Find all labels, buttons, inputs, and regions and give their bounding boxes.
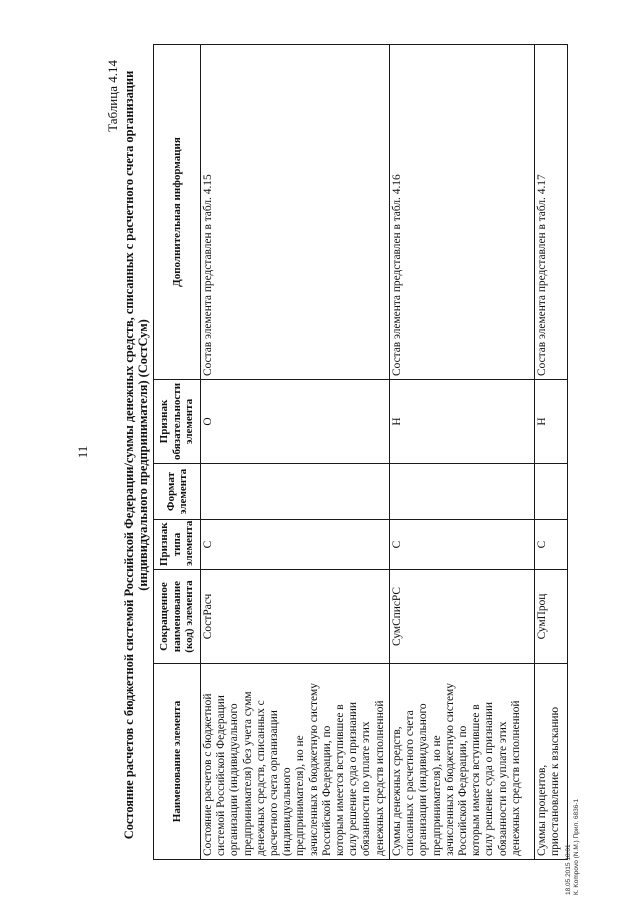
cell-element-name: Суммы денежных средств, списанных с расчетного счета организации (индивидуального предпринимателя), но не зачисленных в бюджетную систему Российской Федерации, по которым имеется вступившее в силу решение суда о признании обязанности по уплате этих денежных средств исполненной	[390, 664, 535, 860]
cell-element-type: С	[390, 520, 535, 570]
cell-element-format	[535, 464, 568, 520]
cell-element-code: СумПроц	[535, 570, 568, 664]
table-label: Таблица 4.14	[105, 60, 120, 132]
page-number: 11	[75, 445, 90, 459]
cell-element-code: СумСписРС	[390, 570, 535, 664]
header-element-required: Признак обязательности элемента	[154, 380, 201, 464]
header-element-type: Признак типа элемента	[154, 520, 201, 570]
header-element-code: Сокращенное наименование (код) элемента	[154, 570, 201, 664]
cell-element-required: Н	[390, 380, 535, 464]
elements-table	[153, 44, 568, 860]
cell-additional-info: Состав элемента представлен в табл. 4.17	[535, 45, 568, 380]
footer-stamp: 18.05.2015 18:01 К. Kompovo (N.M.) Прил. 6836-1	[565, 798, 580, 895]
cell-element-required: О	[201, 380, 390, 464]
table-row	[390, 45, 535, 860]
cell-additional-info: Состав элемента представлен в табл. 4.16	[390, 45, 535, 380]
header-additional-info: Дополнительная информация	[154, 45, 201, 380]
table-title: Состояние расчетов с бюджетной системой Российской Федерации/суммы денежных средств, списанных с расчетного счета организации (индивидуального предпринимателя) (СостСум)	[122, 70, 150, 840]
cell-element-type: С	[201, 520, 390, 570]
cell-element-name: Суммы процентов, приостановление к взысканию	[535, 664, 568, 860]
cell-element-format	[201, 464, 390, 520]
cell-additional-info: Состав элемента представлен в табл. 4.15	[201, 45, 390, 380]
cell-element-format	[390, 464, 535, 520]
cell-element-type: С	[535, 520, 568, 570]
cell-element-code: СостРасч	[201, 570, 390, 664]
table-row	[535, 45, 568, 860]
cell-element-required: Н	[535, 380, 568, 464]
header-element-format: Формат элемента	[154, 464, 201, 520]
table-row	[201, 45, 390, 860]
cell-element-name: Состояние расчетов с бюджетной системой Российской Федерации организации (индивидуального предпринимателя) без учета сумм денежных средств, списанных с расчетного счета организации (индивидуального предпринимателя), но не зачисленных в бюджетную систему Российской Федерации, по которым имеется вступившее в силу решение суда о признании обязанности по уплате этих денежных средств исполненной	[201, 664, 390, 860]
table-header-row	[154, 45, 201, 860]
header-element-name: Наименование элемента	[154, 664, 201, 860]
